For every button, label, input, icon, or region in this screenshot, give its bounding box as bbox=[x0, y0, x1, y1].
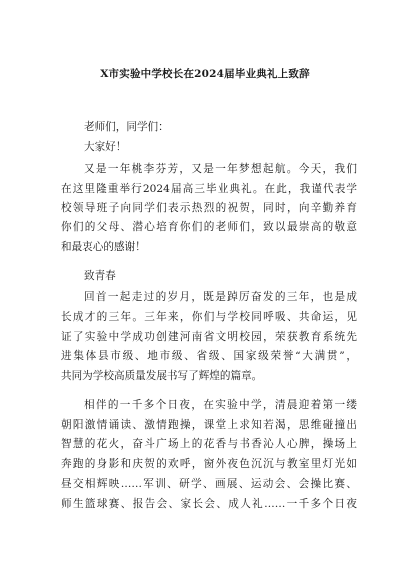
paragraph-line: 证了实验中学成功创建河南省文明校园，荣获教育系统先 bbox=[61, 331, 357, 343]
section-heading: 致青春 bbox=[84, 270, 116, 282]
paragraph-line: 昼交相辉映……军训、研学、画展、运动会、会操比赛、 bbox=[61, 478, 357, 490]
paragraph-line: 长成才的三年。三年来，你们与学校同呼吸、共命运，见 bbox=[61, 311, 357, 323]
paragraph-line: 在这里隆重举行2024届高三毕业典礼。在此，我谨代表学 bbox=[61, 183, 357, 195]
paragraph-line: 你们的父母、潜心培育你们的老师们，致以最崇高的敬意 bbox=[61, 221, 357, 233]
document-title: X市实验中学校长在2024届毕业典礼上致辞 bbox=[100, 68, 310, 80]
paragraph-line: 和最衷心的感谢！ bbox=[61, 241, 146, 253]
paragraph-line: 又是一年桃李芬芳，又是一年梦想起航。今天，我们 bbox=[84, 163, 357, 175]
paragraph-line: 奔跑的身影和庆贺的欢呼，窗外夜色沉沉与教室里灯光如 bbox=[61, 458, 357, 470]
paragraph-line: 校领导班子向同学们表示热烈的祝贺，同时，向辛勤养育 bbox=[61, 202, 357, 214]
paragraph-line: 智慧的花火，奋斗广场上的花香与书香沁人心脾，操场上 bbox=[61, 438, 357, 450]
paragraph-line: 回首一起走过的岁月，既是踔厉奋发的三年，也是成 bbox=[84, 291, 357, 303]
paragraph-line: 师生篮球赛、报告会、家长会、成人礼……一千多个日夜 bbox=[61, 498, 357, 510]
paragraph-line: 进集体县市级、地市级、省级、国家级荣誉“大满贯”， bbox=[61, 350, 357, 362]
paragraph-line: 朝阳激情诵读、激情跑操，课堂上求知若渴，思维碰撞出 bbox=[61, 419, 357, 431]
paragraph-line: 相伴的一千多个日夜，在实验中学，清晨迎着第一缕 bbox=[84, 399, 357, 411]
paragraph-line: 共同为学校高质量发展书写了辉煌的篇章。 bbox=[61, 370, 263, 382]
salutation: 老师们，同学们： bbox=[84, 121, 169, 133]
greeting: 大家好！ bbox=[84, 141, 127, 153]
